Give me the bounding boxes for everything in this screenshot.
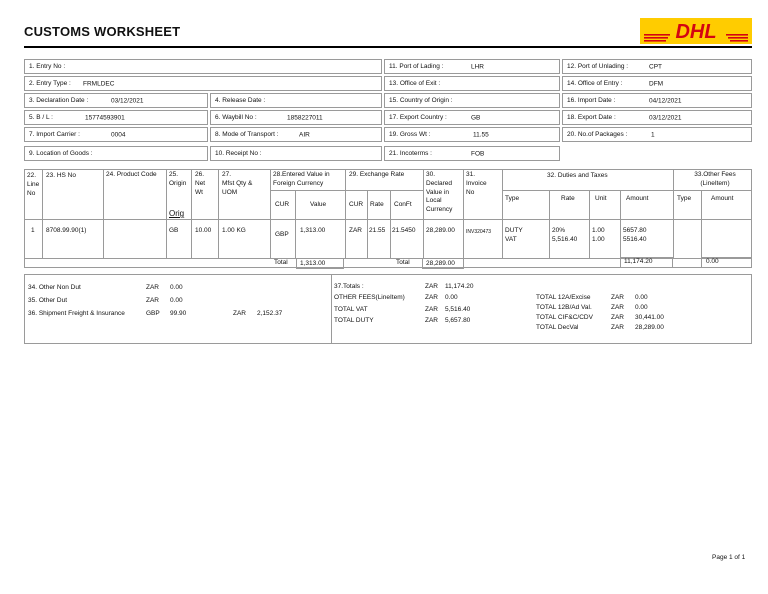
fees-total: 0.00 (706, 258, 719, 265)
import-date-field: 16. Import Date : 04/12/2021 (562, 93, 752, 108)
other-fees-label: OTHER FEES(LineItem) (334, 294, 405, 301)
office-of-entry-field: 14. Office of Entry : DFM (562, 76, 752, 91)
entered-total-box (296, 258, 344, 269)
totals-cur: ZAR (425, 283, 438, 290)
total-vat-label: TOTAL VAT (334, 306, 368, 313)
release-date-field: 4. Release Date : (210, 93, 382, 108)
col-entered-value: 28.Entered Value in Foreign Currency (273, 171, 330, 187)
port-of-lading-field: 11. Port of Lading : LHR (384, 59, 560, 74)
waybill-field: 6. Waybill No : 1858227011 (210, 110, 382, 125)
col-other-fees: 33.Other Fees (LineItem) (694, 171, 736, 187)
page-number: Page 1 of 1 (712, 554, 746, 561)
sub-value: Value (310, 201, 327, 208)
sub-amount: Amount (626, 195, 649, 202)
duty-total: 11,174.20 (624, 258, 653, 265)
declared-total-box (422, 258, 464, 269)
incoterms-field: 21. Incoterms : FOB (384, 146, 560, 161)
other-fees-cur: ZAR (425, 294, 438, 301)
col-duties-taxes: 32. Duties and Taxes (547, 172, 608, 179)
other-non-dut-cur: ZAR (146, 284, 159, 291)
col-orig-sub: Orig (169, 209, 185, 218)
col-net-wt: 26. Net Wt (195, 171, 206, 196)
sub-rate2: Rate (561, 195, 575, 202)
svg-text:DHL: DHL (675, 21, 717, 43)
row-origin: GB (169, 227, 179, 234)
row-declared: 28,289.00 (426, 227, 455, 234)
summary-box (24, 274, 752, 344)
sub-rate: Rate (370, 201, 384, 208)
declaration-date-field: 3. Declaration Date : 03/12/2021 (24, 93, 208, 108)
col-mfst-qty: 27. Mfst Qty & UOM (222, 171, 253, 196)
totals-label: 37.Totals : (334, 283, 364, 290)
declared-total: 28,289.00 (426, 260, 455, 267)
sub-confct: ConFt (394, 201, 412, 208)
entry-no-field: 1. Entry No : (24, 59, 382, 74)
row-value: 1,313.00 (300, 227, 326, 234)
other-non-dut-value: 0.00 (170, 284, 183, 291)
total-12a-label: TOTAL 12A/Excise (536, 294, 591, 301)
other-dut-value: 0.00 (170, 297, 183, 304)
row-duty-amounts: 5657.80 5516.40 (623, 227, 647, 243)
total-12b-value: 0.00 (635, 304, 648, 311)
entry-type-field: 2. Entry Type : FRMLDEC (24, 76, 382, 91)
row-duty-types: DUTY VAT (505, 227, 523, 243)
row-duty-rates: 20% 5,516.40 (552, 227, 578, 243)
no-of-packages-field: 20. No.of Packages : 1 (562, 127, 752, 142)
row-net-wt: 10.00 (195, 227, 212, 234)
row-cur: GBP (275, 231, 289, 238)
col-declared-value: 30. Declared Value in Local Currency (426, 171, 453, 214)
total-cif-label: TOTAL CIF&C/CDV (536, 314, 593, 321)
export-date-field: 18. Export Date : 03/12/2021 (562, 110, 752, 125)
dhl-logo (640, 18, 752, 44)
col-origin: 25. Origin (169, 171, 187, 187)
row-mfst-qty: 1.00 KG (222, 227, 246, 234)
duty-total-box (620, 257, 673, 268)
mode-of-transport-field: 8. Mode of Transport : AIR (210, 127, 382, 142)
total-duty-value: 5,657.80 (445, 317, 471, 324)
port-of-unlading-field: 12. Port of Unlading : CPT (562, 59, 752, 74)
row-invoice: INV320473 (466, 229, 492, 235)
total-decval-value: 28,289.00 (635, 324, 664, 331)
row-line: 1 (31, 227, 35, 234)
total-cif-cur: ZAR (611, 314, 624, 321)
total-vat-cur: ZAR (425, 306, 438, 313)
shipment-label: 36. Shipment Freight & Insurance (28, 310, 125, 317)
total-cif-value: 30,441.00 (635, 314, 664, 321)
total-vat-value: 5,516.40 (445, 306, 471, 313)
line-item-table (24, 169, 752, 268)
sub-unit: Unit (595, 195, 607, 202)
receipt-no-field: 10. Receipt No : (210, 146, 382, 161)
sub-type2: Type (677, 195, 692, 202)
other-fees-value: 0.00 (445, 294, 458, 301)
bl-field: 5. B / L : 15774593901 (24, 110, 208, 125)
totals-value: 11,174.20 (445, 283, 474, 290)
col-exchange-rate: 29. Exchange Rate (349, 171, 405, 178)
total-decval-label: TOTAL DecVal (536, 324, 579, 331)
total-12b-label: TOTAL 12B/Ad Val. (536, 304, 592, 311)
sub-amount2: Amount (711, 195, 734, 202)
import-carrier-field: 7. Import Carrier : 0004 (24, 127, 208, 142)
total-12a-cur: ZAR (611, 294, 624, 301)
row-confct: 21.5450 (392, 227, 416, 234)
col-line-no: 22. Line No (27, 172, 40, 197)
total-decval-cur: ZAR (611, 324, 624, 331)
sub-type: Type (505, 195, 520, 202)
export-country-field: 17. Export Country : GB (384, 110, 560, 125)
total-duty-label: TOTAL DUTY (334, 317, 374, 324)
shipment-value: 99.90 (170, 310, 187, 317)
row-hs: 8708.99.90(1) (46, 227, 87, 234)
sub-cur: CUR (275, 201, 290, 208)
other-non-dut-label: 34. Other Non Dut (28, 284, 81, 291)
row-duty-units: 1.00 1.00 (592, 227, 605, 243)
fees-total-box (701, 257, 752, 268)
total-label-entered: Total (274, 259, 288, 266)
other-dut-cur: ZAR (146, 297, 159, 304)
row-ex-cur: ZAR (349, 227, 362, 234)
total-duty-cur: ZAR (425, 317, 438, 324)
entered-total: 1,313.00 (300, 260, 326, 267)
other-dut-label: 35. Other Dut (28, 297, 68, 304)
row-rate: 21.55 (369, 227, 386, 234)
total-12a-value: 0.00 (635, 294, 648, 301)
location-of-goods-field: 9. Location of Goods : (24, 146, 208, 161)
shipment-value2: 2,152.37 (257, 310, 283, 317)
col-invoice-no: 31. Invoice No (466, 171, 487, 196)
total-label-declared: Total (396, 259, 410, 266)
col-product-code: 24. Product Code (106, 171, 157, 178)
sub-cur2: CUR (349, 201, 364, 208)
shipment-cur: GBP (146, 310, 160, 317)
country-of-origin-field: 15. Country of Origin : (384, 93, 560, 108)
total-12b-cur: ZAR (611, 304, 624, 311)
title-rule (24, 46, 752, 48)
shipment-cur2: ZAR (233, 310, 246, 317)
gross-weight-field: 19. Gross Wt : 11.55 (384, 127, 560, 142)
col-hs-no: 23. HS No (46, 172, 76, 179)
page-title: CUSTOMS WORKSHEET (24, 24, 181, 39)
office-of-exit-field: 13. Office of Exit : (384, 76, 560, 91)
